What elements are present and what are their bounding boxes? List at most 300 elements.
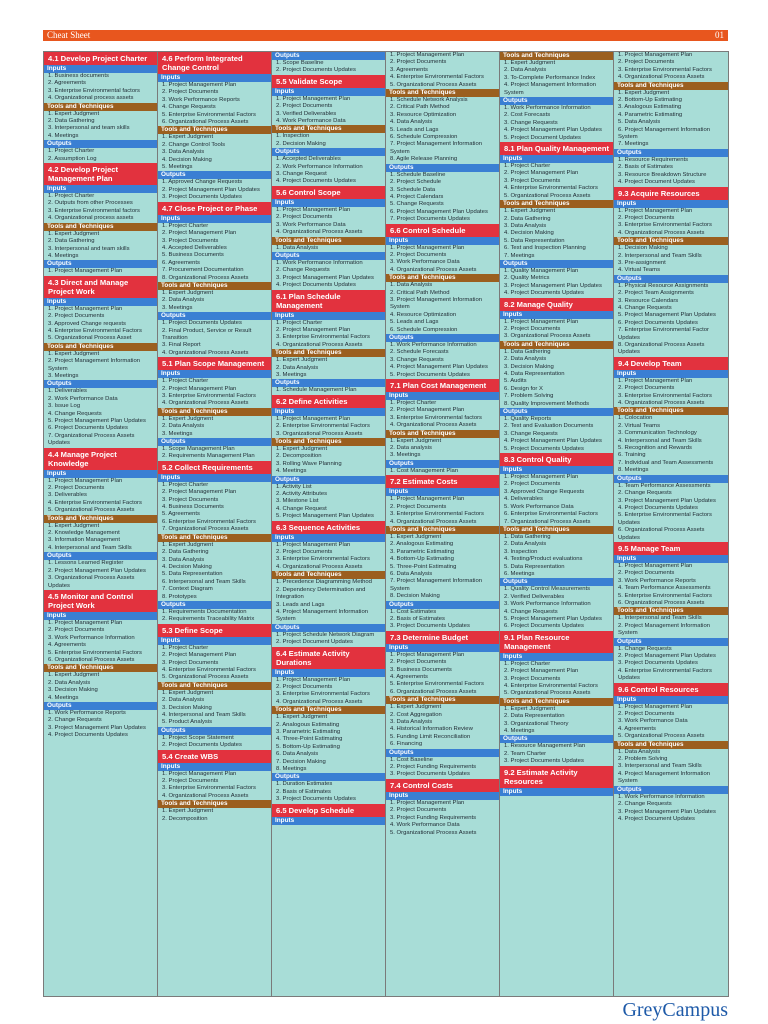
- list-item: 4. Project Documents Updates: [504, 290, 584, 297]
- list-item: 4. Project Management Plan Updates: [504, 438, 602, 445]
- list-item: 1. Project Management Plan: [618, 207, 693, 214]
- list-item: 1. Cost Estimates: [390, 608, 437, 615]
- tools-label: Tools and Techniques: [158, 126, 271, 134]
- list-item: 6. Schedule Compression: [390, 326, 458, 333]
- list-item: 4. Organizational Process Assets: [276, 341, 363, 348]
- list-item: 2. Virtual Teams: [618, 422, 661, 429]
- list-item: 5. Organizational Process Assets: [504, 192, 591, 199]
- list-item: 1. Precedence Diagramming Method: [276, 579, 372, 586]
- list-item: 4. Testing/Product evaluations: [504, 556, 583, 563]
- list-item: 1. Project Management Plan: [162, 82, 237, 88]
- list-item: 3. Enterprise Environmental Factors: [276, 691, 370, 698]
- tools-label: Tools and Techniques: [614, 82, 728, 90]
- list-item: 3. Project Documents Updates: [162, 194, 242, 201]
- list-item: 2. Agreements: [48, 80, 86, 87]
- list-item: 2. Interpersonal and Team Skills: [618, 252, 702, 259]
- list-item: 2. Project Management Plan: [504, 170, 579, 177]
- section-title: 4.4 Manage Project Knowledge: [44, 448, 157, 470]
- outputs-label: Outputs: [386, 460, 499, 468]
- inputs-label: Inputs: [500, 311, 613, 319]
- inputs-label: Inputs: [272, 408, 385, 416]
- list-item: 1. Expert Judgment: [48, 110, 100, 117]
- list-item: 4. Project Documents Updates: [276, 178, 356, 185]
- list-item: 1. Expert Judgment: [618, 89, 670, 96]
- list-item: 3. Enterprise Environmental Factors: [162, 393, 256, 399]
- list-item: 3. Meetings: [48, 372, 79, 379]
- list-item: 5. Enterprise Environmental Factors Updates: [618, 512, 712, 526]
- list-item: 3. Deliverables: [48, 492, 87, 499]
- list-item: 6. Project Documents Updates: [618, 319, 698, 326]
- list-item: 3. Meetings: [390, 452, 421, 459]
- list-item: 3. Inspection: [504, 548, 538, 555]
- tools-label: Tools and Techniques: [500, 526, 613, 534]
- list-item: 1. Project Management Plan: [618, 377, 693, 384]
- outputs-label: Outputs: [500, 408, 613, 416]
- list-item: 5. Leads and Lags: [390, 319, 439, 326]
- list-item: 7. Meetings: [618, 141, 649, 148]
- outputs-label: Outputs: [386, 164, 499, 172]
- section-title: 6.1 Plan Schedule Management: [272, 290, 385, 312]
- list-item: 5. Three-Point Estimating: [390, 563, 457, 570]
- list-item: 3. Data Analysis: [162, 556, 205, 563]
- list-item: 2. Knowledge Management: [48, 530, 120, 537]
- list-item: 3. Project Management Information System: [390, 296, 483, 311]
- list-item: 3. Project Documents: [162, 659, 219, 666]
- list-item: 5. Project Management Plan Updates: [504, 615, 602, 622]
- list-item: 3. Resource Calendars: [618, 297, 679, 304]
- list-item: 5. Organizational Process Assets: [390, 81, 477, 88]
- list-item: 4. Change Requests: [504, 608, 558, 615]
- section-title: 8.3 Control Quality: [500, 453, 613, 466]
- list-item: 2. Analogous Estimating: [276, 721, 340, 728]
- list-item: 1. Deliverables: [48, 388, 87, 395]
- list-item: 2. Data Analysis: [48, 679, 91, 686]
- tools-label: Tools and Techniques: [614, 407, 728, 415]
- list-item: 3. Leads and Lags: [276, 601, 325, 608]
- list-item: 1. Project Charter: [162, 481, 209, 488]
- list-item: 5. Bottom-Up Estimating: [276, 743, 340, 750]
- list-item: 1. Project Management Plan: [48, 477, 123, 484]
- tools-label: Tools and Techniques: [386, 526, 499, 534]
- list-item: 1. Expert Judgment: [390, 704, 442, 711]
- list-item: 1. Project Schedule Network Diagram: [276, 631, 375, 638]
- list-item: 5. Audits: [504, 378, 527, 385]
- list-item: 1. Work Performance Information: [504, 105, 591, 112]
- list-item: 2. Change Requests: [48, 717, 102, 724]
- outputs-label: Outputs: [44, 380, 157, 388]
- list-item: 1. Quality Control Measurements: [504, 586, 591, 593]
- list-item: 7. Project Documents Updates: [390, 216, 470, 223]
- section-title: 4.3 Direct and Manage Project Work: [44, 276, 157, 298]
- list-item: 3. Parametric Estimating: [276, 728, 341, 735]
- list-item: 2. Project Documents: [276, 103, 333, 110]
- list-item: 1. Team Performance Assessments: [618, 482, 711, 489]
- list-item: 2. Quality Metrics: [504, 275, 550, 282]
- list-item: 4. Enterprise Environmental Factors: [504, 185, 598, 192]
- list-item: 3. Approved Change requests: [48, 320, 126, 327]
- list-item: 3. Project Documents: [162, 496, 219, 503]
- list-item: 4. Change Requests: [48, 410, 102, 417]
- tools-label: Tools and Techniques: [614, 607, 728, 615]
- inputs-label: Inputs: [158, 763, 271, 771]
- list-item: 1. Project Management Plan: [276, 541, 351, 548]
- list-item: 1. Expert Judgment: [276, 357, 328, 364]
- list-item: 1. Project Management Plan: [618, 703, 693, 710]
- list-item: 2. Requirements Traceability Matrix: [162, 616, 255, 623]
- inputs-label: Inputs: [158, 215, 271, 223]
- list-item: 3. Enterprise Environmental Factors: [618, 392, 712, 399]
- list-item: 4. Project Management Information System: [276, 608, 369, 623]
- list-item: 4. Data Analysis: [390, 119, 433, 126]
- list-item: 2. Project Documents: [390, 503, 447, 510]
- list-item: 1. Expert Judgment: [504, 705, 556, 712]
- list-item: 1. Project Charter: [162, 644, 209, 651]
- list-item: 3. Enterprise Environmental factors: [48, 87, 141, 94]
- list-item: 2. Project Team Assignments: [618, 290, 694, 297]
- list-item: 2. Project Documents: [48, 313, 105, 320]
- list-item: 1. Project Charter: [504, 163, 551, 170]
- inputs-label: Inputs: [500, 788, 613, 796]
- list-item: 2. Project Management Information System: [48, 358, 141, 372]
- section-title: 9.3 Acquire Resources: [614, 187, 728, 200]
- list-item: 2. Project Management Plan Updates: [162, 186, 260, 193]
- list-item: 3. Organizational Process Assets: [504, 333, 591, 340]
- outputs-label: Outputs: [500, 260, 613, 268]
- list-item: 3. Decision Making: [48, 687, 98, 694]
- list-item: 2. Data Analysis: [504, 67, 547, 74]
- list-item: 2. Critical Path Method: [390, 289, 450, 296]
- list-item: 1. Project Management Plan: [390, 496, 465, 503]
- list-item: 3. Meetings: [162, 304, 193, 311]
- list-item: 3. Enterprise Environmental Factors: [618, 222, 712, 229]
- outputs-label: Outputs: [614, 638, 728, 646]
- list-item: 3. Schedule Data: [390, 186, 436, 193]
- list-item: 4. Work Performance Data: [390, 822, 460, 829]
- tools-label: Tools and Techniques: [386, 430, 499, 438]
- section-title: 4.7 Close Project or Phase: [158, 202, 271, 215]
- list-item: 5. Organizational Process Assets: [162, 674, 249, 681]
- list-item: 1. Expert Judgment: [390, 533, 442, 540]
- list-item: 2. Change Control Tools: [162, 141, 226, 148]
- list-item: 4. Work Performance Data: [276, 118, 346, 125]
- section-title: 5.2 Collect Requirements: [158, 461, 271, 474]
- section-title: 7.4 Control Costs: [386, 779, 499, 792]
- list-item: 2. Project Management Plan: [504, 668, 579, 675]
- list-item: 6. Organizational Process Assets: [390, 688, 477, 695]
- list-item: 4. Interpersonal and Team Skills: [162, 712, 246, 718]
- list-item: 8. Agile Release Planning: [390, 156, 458, 163]
- list-item: 3. Enterprise Environmental Factors: [390, 511, 484, 518]
- list-item: 2. Data Analysis: [162, 297, 205, 304]
- list-item: 4. Business Documents: [162, 504, 224, 511]
- list-item: 3. Resource Breakdown Structure: [618, 171, 707, 178]
- list-item: 5. Project Documents Updates: [390, 371, 470, 378]
- list-item: 1. Project Management Plan: [48, 268, 123, 275]
- list-item: 1. Cost Baseline: [390, 756, 433, 763]
- list-item: 4. Change Requests: [162, 104, 216, 111]
- list-item: 3. Organizational Process Assets Updates: [48, 575, 135, 589]
- list-item: 8. Meetings: [276, 766, 307, 772]
- list-item: 1. Work Performance Information: [390, 342, 477, 348]
- outputs-label: Outputs: [272, 476, 385, 484]
- outputs-label: Outputs: [44, 140, 157, 148]
- list-item: 1. Expert Judgment: [162, 415, 214, 422]
- list-item: 4. Project Documents Updates: [618, 504, 698, 511]
- inputs-label: Inputs: [500, 155, 613, 163]
- section-title: 7.3 Determine Budget: [386, 631, 499, 644]
- list-item: 4. Interpersonal and Team Skills: [48, 544, 132, 551]
- inputs-label: Inputs: [44, 185, 157, 193]
- list-item: 1. Approved Change Requests: [162, 179, 243, 186]
- section-title: 8.1 Plan Quality Management: [500, 142, 613, 155]
- list-item: 3. Project Management Plan Updates: [48, 724, 146, 731]
- inputs-label: Inputs: [614, 200, 728, 208]
- list-item: 3. Work Performance Data: [390, 259, 460, 266]
- inputs-label: Inputs: [158, 637, 271, 645]
- list-item: 4. Project Management Plan Updates: [504, 127, 602, 134]
- list-item: 5. Enterprise Environmental Factors: [162, 111, 256, 118]
- list-item: 5. Data Representation: [504, 563, 565, 570]
- list-item: 3. Project Management Plan Updates: [276, 274, 374, 281]
- list-item: 4. Organizational Process Assets: [618, 74, 705, 81]
- list-item: 3. Business Documents: [390, 666, 452, 673]
- list-item: 1. Project Management Plan: [276, 415, 351, 422]
- list-item: 1. Work Performance Information: [618, 793, 705, 800]
- tools-label: Tools and Techniques: [614, 741, 728, 749]
- list-item: 1. Expert Judgment: [504, 60, 556, 66]
- list-item: 1. Inspection: [276, 133, 310, 140]
- list-item: 3. Agreements: [390, 66, 428, 73]
- list-item: 6. Interpersonal and Team Skills: [162, 578, 246, 585]
- list-item: 2. Problem Solving: [618, 756, 668, 763]
- list-item: 3. Work Performance Information: [504, 601, 591, 608]
- outputs-label: Outputs: [614, 149, 728, 157]
- list-item: 1. Data Gathering: [504, 348, 551, 355]
- outputs-label: Outputs: [386, 601, 499, 609]
- list-item: 6. Meetings: [504, 570, 535, 577]
- list-item: 1. Physical Resource Assignments: [618, 282, 709, 289]
- list-item: 2. Project Documents Updates: [162, 742, 242, 749]
- list-item: 5. Change Requests: [390, 201, 444, 208]
- list-item: 1. Scope Management Plan: [162, 446, 235, 453]
- list-item: 1. Data Analysis: [390, 282, 433, 289]
- list-item: 3. Project Documents Updates: [390, 771, 470, 778]
- list-item: 3. Communication Technology: [618, 430, 697, 437]
- section-title: 8.2 Manage Quality: [500, 298, 613, 311]
- inputs-label: Inputs: [614, 555, 728, 563]
- list-item: 2. Test and Evaluation Documents: [504, 423, 594, 430]
- list-item: 1. Resource Requirements: [618, 156, 689, 163]
- list-item: 6. Enterprise Environmental Factors: [504, 511, 598, 518]
- list-item: 4. Organizational Process Assets: [618, 400, 705, 407]
- tools-label: Tools and Techniques: [500, 200, 613, 208]
- tools-label: Tools and Techniques: [500, 52, 613, 60]
- list-item: 2. Schedule Forecasts: [390, 349, 449, 356]
- list-item: 8. Organizational Process Assets Updates: [618, 342, 705, 356]
- list-item: 1. Expert Judgment: [162, 289, 214, 296]
- outputs-label: Outputs: [158, 601, 271, 609]
- list-item: 4. Organizational process assets: [48, 95, 134, 102]
- list-item: 4. Project Management Information System: [618, 770, 711, 785]
- list-item: 2. Change Requests: [618, 801, 672, 808]
- tools-label: Tools and Techniques: [272, 349, 385, 357]
- list-item: 3. Interpersonal and Team Skills: [618, 763, 702, 770]
- inputs-label: Inputs: [158, 474, 271, 482]
- list-item: 3. Project Documents Updates: [618, 660, 698, 667]
- list-item: 4. Project Management Plan Updates: [390, 364, 488, 371]
- section-title: 9.1 Plan Resource Management: [500, 631, 613, 653]
- list-item: 5. Project Documents Updates: [504, 445, 584, 452]
- list-item: 1. Duration Estimates: [276, 781, 333, 788]
- list-item: 2. Project Documents: [276, 549, 333, 556]
- list-item: 2. Project Documents Updates: [276, 67, 356, 74]
- list-item: 1. Scope Baseline: [276, 60, 324, 66]
- list-item: 1. Colocation: [618, 415, 653, 422]
- list-item: 4. Organizational Process Assets: [390, 518, 477, 525]
- list-item: 2. Work Performance Information: [276, 163, 363, 170]
- list-item: 2. Analogous Estimating: [390, 541, 454, 548]
- list-item: 3. Work Performance Reports: [618, 577, 696, 584]
- list-item: 3. Enterprise Environmental factors: [48, 207, 141, 214]
- list-item: 6. Enterprise Environmental Factors: [162, 518, 256, 525]
- list-item: 3. Project Documents Updates: [276, 796, 356, 803]
- list-item: 4. Agreements: [618, 725, 656, 732]
- list-item: 2. Project Documents: [162, 89, 219, 96]
- list-item: 3. Change Request: [276, 171, 327, 178]
- inputs-label: Inputs: [386, 792, 499, 800]
- list-item: 2. Project Funding Requirements: [390, 764, 477, 771]
- list-item: 8. Quality Improvement Methods: [504, 400, 590, 407]
- tools-label: Tools and Techniques: [500, 341, 613, 349]
- list-item: 3. Interpersonal and team skills: [48, 245, 130, 252]
- list-item: 2. Data Analysis: [162, 423, 205, 430]
- list-item: 5. Business Documents: [162, 252, 224, 259]
- list-item: 1. Expert Judgment: [276, 714, 328, 721]
- list-item: 3. Interpersonal and team skills: [48, 125, 130, 132]
- list-item: 6. Test and Inspection Planning: [504, 245, 586, 252]
- list-item: 4. Enterprise Environmental Factors: [390, 74, 484, 81]
- list-item: 6. Agreements: [162, 259, 200, 266]
- list-item: 5. Organizational Process Assets: [390, 829, 477, 836]
- list-item: 6. Schedule Compression: [390, 134, 458, 141]
- list-item: 6. Project Documents Updates: [504, 623, 584, 630]
- section-title: 6.2 Define Activities: [272, 395, 385, 408]
- list-item: 3. Work Performance Reports: [162, 96, 240, 103]
- column-5: [500, 52, 614, 996]
- list-item: 2. Activity Attributes: [276, 491, 328, 498]
- section-title: 4.5 Monitor and Control Project Work: [44, 590, 157, 612]
- list-item: 2. Data Gathering: [162, 549, 209, 556]
- list-item: 3. Enterprise Environmental Factors: [276, 334, 370, 341]
- list-item: 1. Work Performance Information: [276, 259, 363, 266]
- list-item: 1. Cost Management Plan: [390, 467, 459, 474]
- list-item: 6. Data Analysis: [390, 570, 433, 577]
- list-item: 4. Organizational Process Assets: [618, 229, 705, 236]
- list-item: 4. Organizational Process Assets: [276, 698, 363, 705]
- list-item: 1. Project Management Plan: [390, 651, 465, 658]
- tools-label: Tools and Techniques: [44, 223, 157, 231]
- list-item: 2. Data analysis: [390, 445, 432, 452]
- tools-label: Tools and Techniques: [158, 800, 271, 808]
- list-item: 8. Prototypes: [162, 593, 197, 600]
- tools-label: Tools and Techniques: [500, 698, 613, 706]
- inputs-label: Inputs: [272, 312, 385, 320]
- list-item: 2. Final Product, Service or Result Transition: [162, 327, 252, 341]
- list-item: 1. Project Charter: [390, 400, 437, 407]
- list-item: 2. Project Management Plan: [162, 652, 237, 659]
- tools-label: Tools and Techniques: [44, 664, 157, 672]
- list-item: 4. Change Requests: [618, 304, 672, 311]
- list-item: 4. Enterprise Environmental Factors Updates: [618, 667, 712, 682]
- list-item: 4. Organizational Process Assets: [390, 422, 477, 429]
- list-item: 4. Parametric Estimating: [618, 111, 683, 118]
- list-item: 4. Organizational Process Assets: [276, 563, 363, 570]
- tools-label: Tools and Techniques: [158, 682, 271, 690]
- list-item: 1. Expert Judgment: [48, 230, 100, 237]
- list-item: 1. Project Management Plan: [162, 770, 237, 777]
- list-item: 2. Project Documents: [390, 659, 447, 666]
- list-item: 3. Rolling Wave Planning: [276, 460, 342, 467]
- list-item: 1. Project Charter: [48, 193, 95, 200]
- inputs-label: Inputs: [44, 298, 157, 306]
- list-item: 3. Parametric Estimating: [390, 548, 455, 555]
- list-item: 7. Individual and Team Assessments: [618, 459, 714, 466]
- list-item: 6. Organizational Process Assets: [48, 656, 135, 663]
- list-item: 3. Project Documents: [162, 237, 219, 244]
- list-item: 1. Expert Judgment: [504, 208, 556, 215]
- outputs-label: Outputs: [44, 260, 157, 268]
- list-item: 1. Project Charter: [276, 319, 323, 326]
- outputs-label: Outputs: [614, 786, 728, 794]
- list-item: 7. Organizational Process Assets: [504, 518, 591, 525]
- greycampus-logo: GreyCampus: [622, 999, 728, 1021]
- list-item: 1. Decision Making: [618, 245, 668, 252]
- list-item: 4. Agreements: [390, 674, 428, 680]
- list-item: 1. Data Analysis: [276, 244, 319, 251]
- outputs-label: Outputs: [158, 438, 271, 446]
- list-item: 1. Change Requests: [618, 645, 672, 652]
- list-item: 1. Interpersonal and Team Skills: [618, 615, 702, 622]
- inputs-label: Inputs: [272, 199, 385, 207]
- tools-label: Tools and Techniques: [158, 282, 271, 290]
- section-title: 5.4 Create WBS: [158, 750, 271, 763]
- list-item: 4. Decision Making: [504, 230, 554, 237]
- column-6: [614, 52, 728, 996]
- page-number: 01: [715, 30, 724, 40]
- list-item: 3. Project Documents: [504, 675, 561, 682]
- list-item: 6. Project Management Information System: [618, 126, 711, 141]
- list-item: 2. Data Representation: [504, 713, 565, 720]
- section-title: 6.3 Sequence Activities: [272, 521, 385, 534]
- section-title: 9.2 Estimate Activity Resources: [500, 766, 613, 788]
- section-title: 6.4 Estimate Activity Durations: [272, 647, 385, 669]
- list-item: 1. Quality Reports: [504, 416, 552, 423]
- list-item: 3. Decision Making: [504, 363, 554, 370]
- section-title: 9.4 Develop Team: [614, 357, 728, 370]
- list-item: 2. Project Documents: [504, 325, 561, 332]
- list-item: 3. Information Management: [48, 537, 121, 544]
- column-2: [158, 52, 272, 996]
- list-item: 7. Project Management Information System: [390, 578, 483, 592]
- outputs-label: Outputs: [272, 624, 385, 632]
- section-title: 5.1 Plan Scope Management: [158, 357, 271, 370]
- column-3: [272, 52, 386, 996]
- list-item: 2. Project Documents: [390, 251, 447, 258]
- section-title: 5.6 Control Scope: [272, 186, 385, 199]
- inputs-label: Inputs: [500, 466, 613, 474]
- list-item: 2. Project Documents: [618, 711, 675, 718]
- inputs-label: Inputs: [158, 370, 271, 378]
